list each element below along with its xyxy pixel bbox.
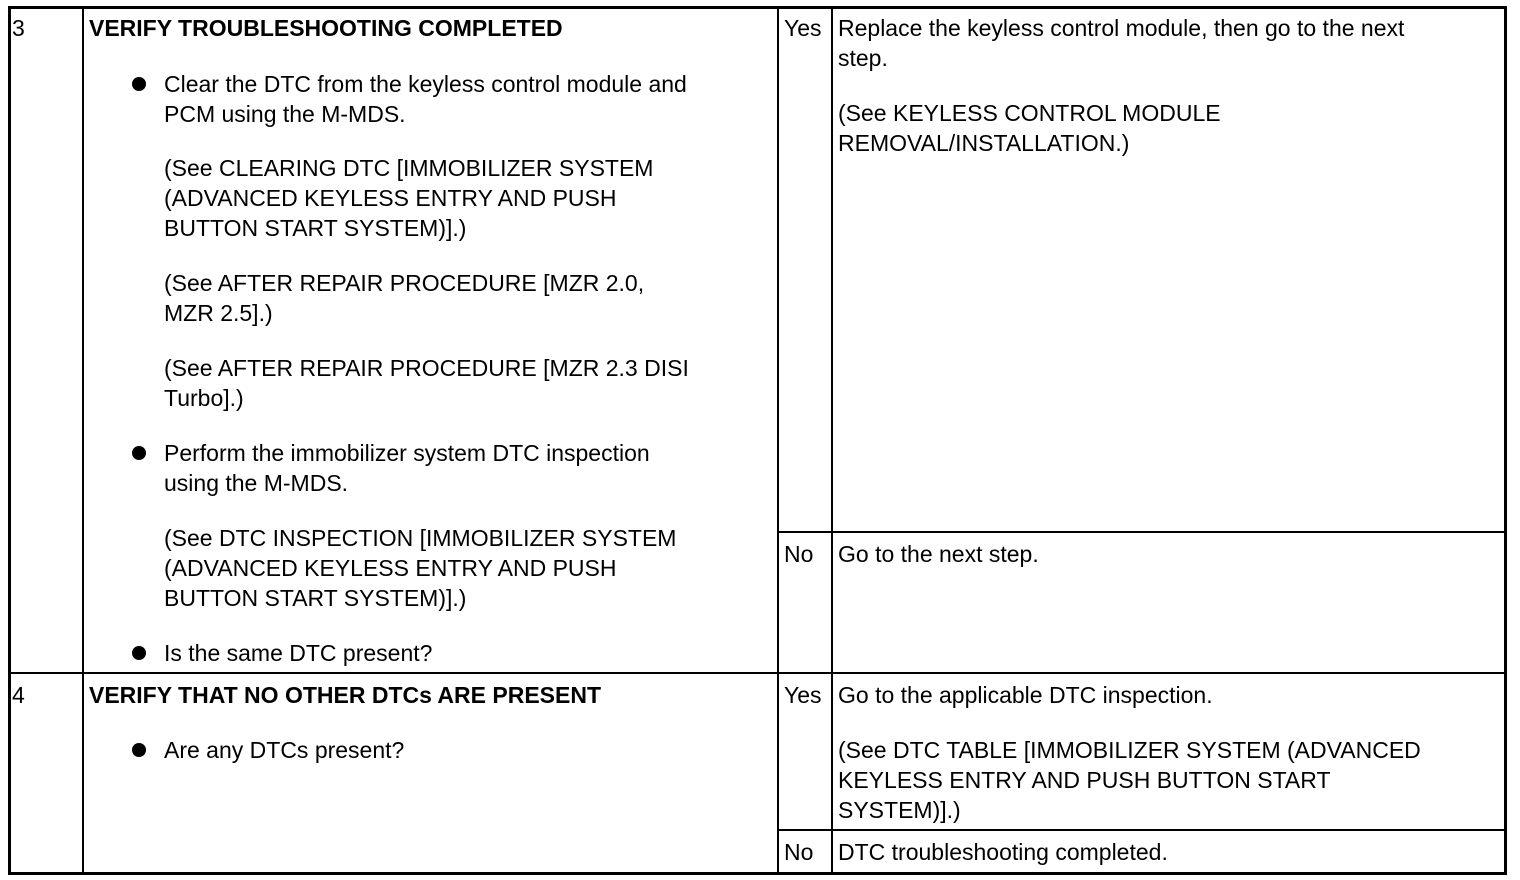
bullet-icon (132, 446, 146, 460)
column-divider-action (777, 7, 779, 874)
bullet-icon (132, 646, 146, 660)
reference-link[interactable]: SYSTEM)].) (838, 797, 961, 823)
step-number: 3 (12, 15, 25, 41)
bullet-line: Are any DTCs present? (164, 737, 405, 763)
result-line: Replace the keyless control module, then go to the next (838, 15, 1405, 41)
reference-link[interactable]: MZR 2.5].) (164, 300, 273, 326)
reference-link[interactable]: BUTTON START SYSTEM)].) (164, 585, 467, 611)
row-divider-step-3-4 (9, 672, 1506, 674)
bullet-line: PCM using the M-MDS. (164, 101, 406, 127)
result-line: Go to the next step. (838, 541, 1039, 567)
bullet-line: using the M-MDS. (164, 470, 349, 496)
bullet-line: Clear the DTC from the keyless control module and (164, 71, 687, 97)
column-divider-answer (831, 7, 833, 874)
reference-link[interactable]: (See DTC TABLE [IMMOBILIZER SYSTEM (ADVANCED (838, 737, 1421, 763)
result-line: Go to the applicable DTC inspection. (838, 682, 1213, 708)
reference-link[interactable]: REMOVAL/INSTALLATION.) (838, 130, 1130, 156)
answer-label-no: No (784, 541, 814, 567)
reference-link[interactable]: (See DTC INSPECTION [IMMOBILIZER SYSTEM (164, 525, 677, 551)
answer-label-yes: Yes (784, 682, 822, 708)
reference-link[interactable]: Turbo].) (164, 385, 244, 411)
bullet-line: Is the same DTC present? (164, 640, 433, 666)
bullet-icon (132, 77, 146, 91)
row-divider-3-yes-no (777, 531, 1506, 533)
reference-link[interactable]: BUTTON START SYSTEM)].) (164, 215, 467, 241)
reference-link[interactable]: (See KEYLESS CONTROL MODULE (838, 100, 1221, 126)
result-line: step. (838, 45, 888, 71)
reference-link[interactable]: KEYLESS ENTRY AND PUSH BUTTON START (838, 767, 1331, 793)
answer-label-no: No (784, 839, 814, 865)
result-line: DTC troubleshooting completed. (838, 839, 1168, 865)
column-divider-step (82, 7, 84, 874)
step-title: VERIFY THAT NO OTHER DTCs ARE PRESENT (89, 682, 602, 708)
step-number: 4 (12, 682, 25, 708)
reference-link[interactable]: (See AFTER REPAIR PROCEDURE [MZR 2.0, (164, 270, 645, 296)
answer-label-yes: Yes (784, 15, 822, 41)
reference-link[interactable]: (ADVANCED KEYLESS ENTRY AND PUSH (164, 555, 617, 581)
bullet-icon (132, 743, 146, 757)
reference-link[interactable]: (ADVANCED KEYLESS ENTRY AND PUSH (164, 185, 617, 211)
reference-link[interactable]: (See CLEARING DTC [IMMOBILIZER SYSTEM (164, 155, 654, 181)
reference-link[interactable]: (See AFTER REPAIR PROCEDURE [MZR 2.3 DISI (164, 355, 689, 381)
bullet-line: Perform the immobilizer system DTC inspection (164, 440, 650, 466)
row-divider-4-yes-no (777, 829, 1506, 831)
step-title: VERIFY TROUBLESHOOTING COMPLETED (89, 15, 563, 41)
